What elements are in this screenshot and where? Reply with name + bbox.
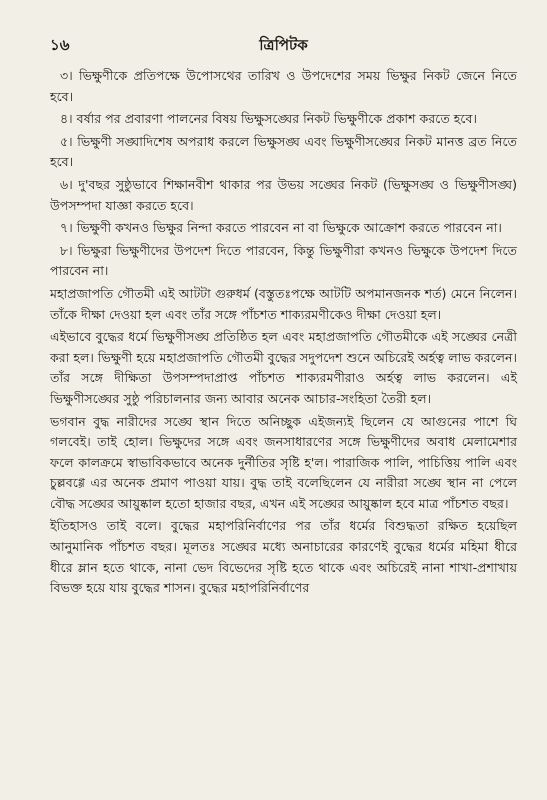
- rule-6: ৬। দু'বছর সুষ্ঠুভাবে শিক্ষানবীশ থাকার পর উভয় সঙ্ঘের নিকট (ভিক্ষুসঙ্ঘ ও ভিক্ষুণীসঙ্ঘ) উপসম্পদা যাজ্ঞা করতে হবে।: [50, 176, 517, 213]
- paragraph-buddha-reluctance: ভগবান বুদ্ধ নারীদের সঙ্ঘে স্থান দিতে অনিচ্ছুক এইজন্যই ছিলেন যে আগুনের পাশে ঘি গলবেই। তাই হোল। ভিক্ষুদের সঙ্গে এবং জনসাধারণের সঙ্গে ভিক্ষুণীদের অবাধ মেলামেশার ফলে কালক্রমে স্বাভাবিকভাবে অনেক দুর্নীতির সৃষ্টি হ'ল। পারাজিক পালি, পাচিত্তিয় পালি এবং চুল্লবগ্গে এর অনেক প্রমাণ পাওয়া যায়। বুদ্ধ তাই বলেছিলেন যে নারীরা সঙ্ঘে স্থান না পেলে বৌদ্ধ সঙ্ঘের আয়ুষ্কাল হতো হাজার বছর, এখন এই সঙ্ঘের আয়ুষ্কাল হবে মাত্র পাঁচশত বছর।: [50, 413, 517, 511]
- body-text: [50, 66, 517, 599]
- running-title: ত্রিপিটক: [259, 36, 308, 54]
- rule-5: ৫। ভিক্ষুণী সঙ্ঘাদিশেষ অপরাধ করলে ভিক্ষুসঙ্ঘ এবং ভিক্ষুণীসঙ্ঘের নিকট মানত্ত ব্রত নিতে হবে।: [50, 133, 517, 170]
- page-number: ১৬: [50, 36, 70, 54]
- rule-4: ৪। বর্ষার পর প্রবারণা পালনের বিষয় ভিক্ষুসঙ্ঘের নিকট ভিক্ষুণীকে প্রকাশ করতে হবে।: [60, 111, 477, 127]
- paragraph-acceptance: মহাপ্রজাপতি গৌতমী এই আটটা গুরুধর্ম (বস্তুতঃপক্ষে আটটি অপমানজনক শর্ত) মেনে নিলেন। তাঁকে দীক্ষা দেওয়া হল এবং তাঁর সঙ্গে পাঁচশত শাক্যরমণীকেও দীক্ষা দেওয়া হল।: [50, 285, 517, 322]
- rule-3: ৩। ভিক্ষুণীকে প্রতিপক্ষে উপোসথের তারিখ ও উপদেশের সময় ভিক্ষুর নিকট জেনে নিতে হবে।: [50, 68, 517, 104]
- paragraph-establishment: এইভাবে বুদ্ধের ধর্মে ভিক্ষুণীসঙ্ঘ প্রতিষ্ঠিত হল এবং মহাপ্রজাপতি গৌতমীকে এই সঙ্ঘের নেত্রী করা হল। ভিক্ষুণী হয়ে মহাপ্রজাপতি গৌতমী বুদ্ধের সদুপদেশ শুনে অচিরেই অর্হত্ব লাভ করলেন। তাঁর সঙ্গে দীক্ষিতা উপসম্পদাপ্রাপ্ত পাঁচশত শাক্যরমণীরাও অর্হত্ব লাভ করলেন। এই ভিক্ষুণীসঙ্ঘের সুষ্ঠু পরিচালনার জন্য আবার অনেক আচার-সংহিতা তৈরী হল।: [50, 329, 517, 406]
- page-header: [50, 34, 517, 60]
- paragraph-history: ইতিহাসও তাই বলে। বুদ্ধের মহাপরিনির্বাণের পর তাঁর ধর্মের বিশুদ্ধতা রক্ষিত হয়েছিল আনুমানিক পাঁচশত বছর। মূলতঃ সঙ্ঘের মধ্যে অনাচারের কারণেই বুদ্ধের ধর্মের মহিমা ধীরে ধীরে ম্লান হতে থাকে, নানা ভেদ বিভেদের সৃষ্টি হতে থাকে এবং অচিরেই নানা শাখা-প্রশাখায় বিভক্ত হয়ে যায় বুদ্ধের শাসন। বুদ্ধের মহাপরিনির্বাণের: [50, 518, 517, 596]
- rule-8: ৮। ভিক্ষুরা ভিক্ষুণীদের উপদেশ দিতে পারবেন, কিন্তু ভিক্ষুণীরা কখনও ভিক্ষুকে উপদেশ দিতে পারবেন না।: [50, 242, 517, 279]
- rule-7: ৭। ভিক্ষুণী কখনও ভিক্ষুর নিন্দা করতে পারবেন না বা ভিক্ষুকে আক্রোশ করতে পারবেন না।: [60, 220, 502, 236]
